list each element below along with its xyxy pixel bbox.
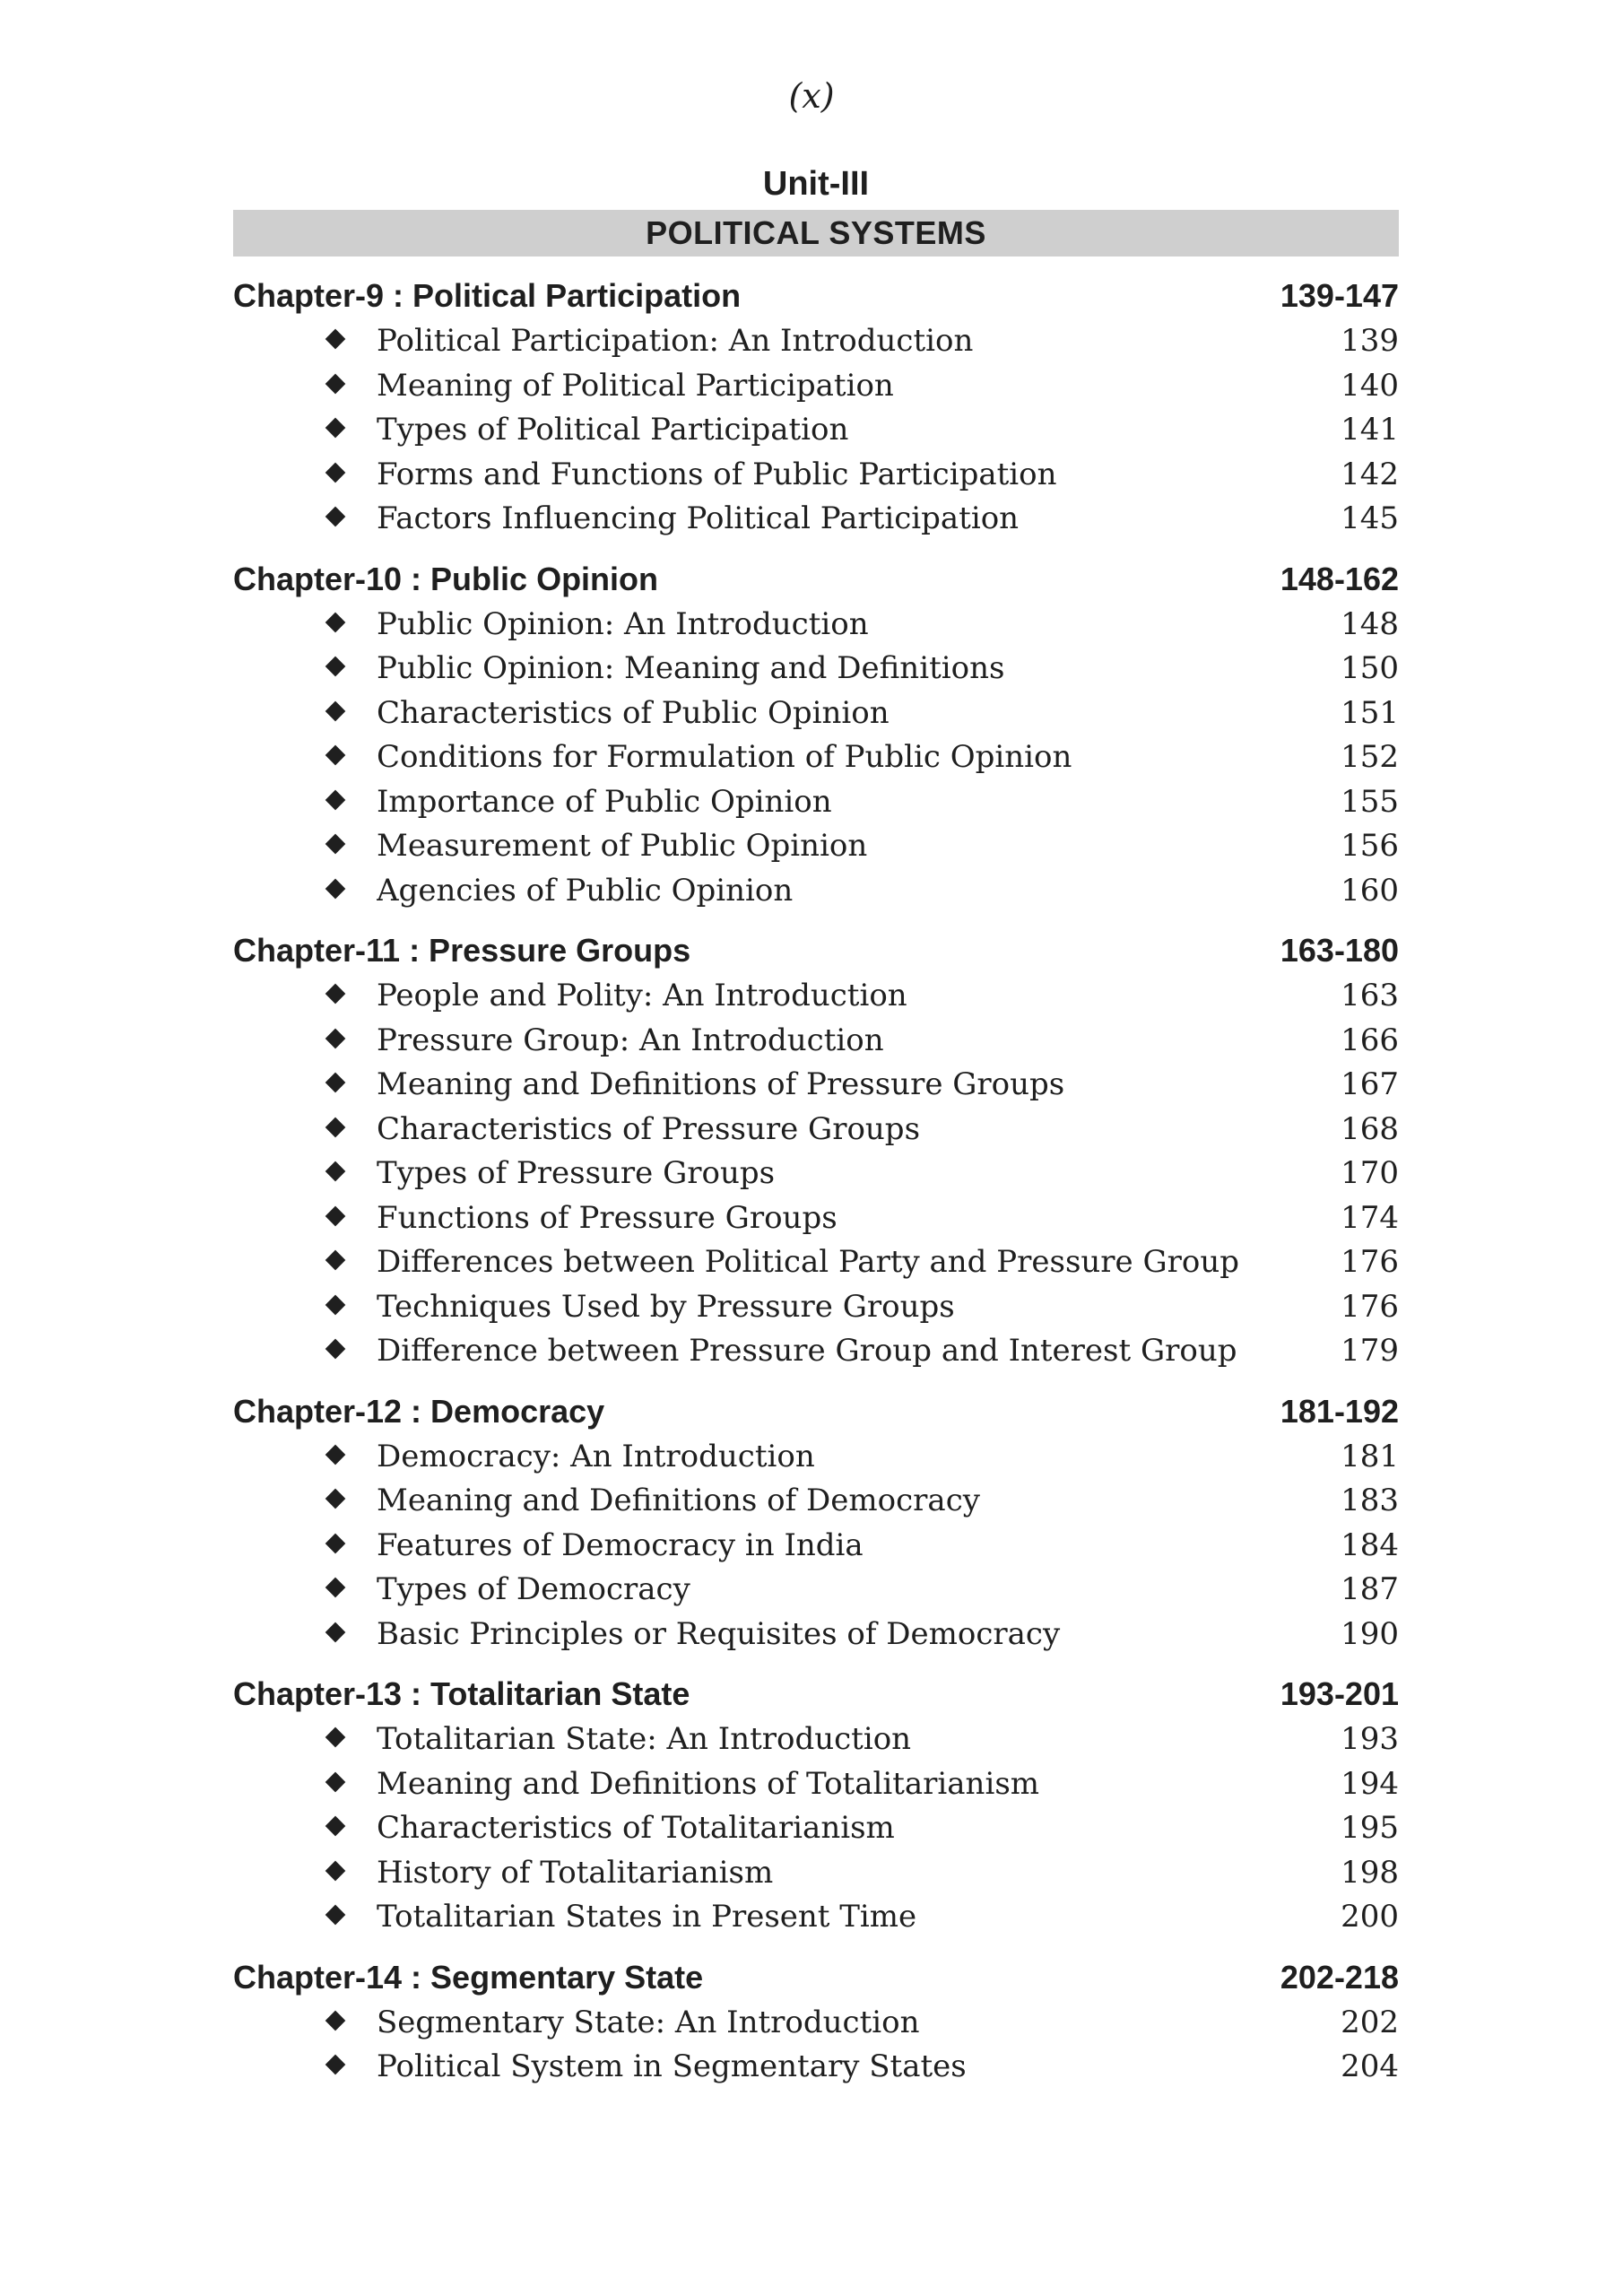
topic-page-number: 174 xyxy=(1341,1199,1399,1236)
topic-title: Measurement of Public Opinion xyxy=(377,828,868,864)
topic-entry xyxy=(233,1019,1399,1064)
diamond-bullet-icon xyxy=(233,780,377,825)
topic-entry xyxy=(233,408,1399,453)
chapter-section xyxy=(233,556,1399,914)
topic-page-number: 142 xyxy=(1341,456,1399,492)
topic-entry xyxy=(233,824,1399,869)
topic-title: Factors Influencing Political Participation xyxy=(377,500,1020,536)
chapter-heading xyxy=(233,1954,1399,2001)
topic-title: Features of Democracy in India xyxy=(377,1526,864,1563)
topic-page-number: 155 xyxy=(1341,783,1399,820)
topic-title: Meaning and Definitions of Totalitarianism xyxy=(377,1765,1040,1802)
diamond-bullet-icon xyxy=(233,408,377,453)
topic-page-number: 195 xyxy=(1341,1810,1399,1846)
topic-title: Difference between Pressure Group and Interest Group xyxy=(377,1333,1237,1369)
topic-page-number: 183 xyxy=(1341,1483,1399,1518)
topic-entry xyxy=(233,647,1399,691)
topic-entry xyxy=(233,1806,1399,1851)
diamond-bullet-icon xyxy=(233,2045,377,2090)
topic-page-number: 200 xyxy=(1341,1899,1399,1935)
topic-title: Meaning and Definitions of Pressure Groups xyxy=(377,1066,1065,1102)
topic-entry xyxy=(233,1435,1399,1480)
topic-title: Totalitarian States in Present Time xyxy=(377,1899,917,1935)
topic-page-number: 187 xyxy=(1341,1571,1399,1607)
topic-title: Techniques Used by Pressure Groups xyxy=(377,1288,955,1325)
topic-entry xyxy=(233,735,1399,780)
diamond-bullet-icon xyxy=(233,824,377,869)
topic-title: Totalitarian State: An Introduction xyxy=(377,1721,912,1757)
topic-title: Public Opinion: Meaning and Definitions xyxy=(377,650,1005,686)
topic-page-number: 160 xyxy=(1341,872,1399,909)
diamond-bullet-icon xyxy=(233,735,377,780)
topic-page-number: 152 xyxy=(1341,739,1399,775)
diamond-bullet-icon xyxy=(233,1613,377,1657)
chapter-topic-list xyxy=(233,2001,1399,2090)
topic-page-number: 148 xyxy=(1341,605,1399,642)
topic-title: Pressure Group: An Introduction xyxy=(377,1022,884,1058)
topic-title: Functions of Pressure Groups xyxy=(377,1199,838,1236)
topic-entry xyxy=(233,603,1399,648)
diamond-bullet-icon xyxy=(233,691,377,736)
chapter-section xyxy=(233,273,1399,542)
diamond-bullet-icon xyxy=(233,1108,377,1152)
chapter-heading xyxy=(233,556,1399,603)
chapter-title: Chapter-9 : Political Participation xyxy=(233,277,742,314)
chapter-heading xyxy=(233,1388,1399,1435)
unit-label: Unit-III xyxy=(762,165,870,203)
topic-title: Meaning of Political Participation xyxy=(377,367,894,404)
topic-page-number: 163 xyxy=(1341,978,1399,1013)
chapter-section xyxy=(233,1954,1399,2090)
topic-entry xyxy=(233,319,1399,364)
topic-title: Types of Political Participation xyxy=(377,412,849,448)
topic-page-number: 140 xyxy=(1341,367,1399,404)
topic-entry xyxy=(233,1063,1399,1108)
topic-entry xyxy=(233,2045,1399,2090)
topic-page-number: 202 xyxy=(1341,2004,1399,2040)
diamond-bullet-icon xyxy=(233,603,377,648)
diamond-bullet-icon xyxy=(233,453,377,498)
diamond-bullet-icon xyxy=(233,1718,377,1762)
chapter-topic-list xyxy=(233,319,1399,542)
topic-entry xyxy=(233,780,1399,825)
diamond-bullet-icon xyxy=(233,1285,377,1330)
topic-page-number: 176 xyxy=(1341,1288,1399,1325)
chapter-page-range: 163-180 xyxy=(1280,932,1399,969)
diamond-bullet-icon xyxy=(233,974,377,1019)
topic-entry xyxy=(233,1152,1399,1196)
topic-entry xyxy=(233,974,1399,1019)
unit-title-banner: POLITICAL SYSTEMS xyxy=(233,210,1399,257)
topic-page-number: 141 xyxy=(1341,412,1399,448)
topic-entry xyxy=(233,1718,1399,1762)
diamond-bullet-icon xyxy=(233,869,377,914)
topic-title: Conditions for Formulation of Public Opinion xyxy=(377,739,1072,775)
diamond-bullet-icon xyxy=(233,1063,377,1108)
topic-title: Characteristics of Totalitarianism xyxy=(377,1810,895,1846)
topic-title: Basic Principles or Requisites of Democracy xyxy=(377,1615,1061,1652)
chapter-page-range: 139-147 xyxy=(1280,277,1399,314)
chapter-section xyxy=(233,1388,1399,1657)
diamond-bullet-icon xyxy=(233,1329,377,1374)
chapter-section xyxy=(233,927,1399,1374)
topic-title: Importance of Public Opinion xyxy=(377,783,832,820)
topic-entry xyxy=(233,691,1399,736)
topic-entry xyxy=(233,1851,1399,1896)
diamond-bullet-icon xyxy=(233,1895,377,1940)
topic-title: Forms and Functions of Public Participation xyxy=(377,456,1057,492)
diamond-bullet-icon xyxy=(233,364,377,409)
chapter-title: Chapter-10 : Public Opinion xyxy=(233,560,659,597)
topic-entry xyxy=(233,1329,1399,1374)
topic-title: Meaning and Definitions of Democracy xyxy=(377,1483,980,1518)
chapter-page-range: 193-201 xyxy=(1280,1675,1399,1712)
diamond-bullet-icon xyxy=(233,1851,377,1896)
diamond-bullet-icon xyxy=(233,1152,377,1196)
topic-title: History of Totalitarianism xyxy=(377,1854,774,1891)
topic-entry xyxy=(233,869,1399,914)
diamond-bullet-icon xyxy=(233,1479,377,1524)
chapter-heading xyxy=(233,273,1399,319)
diamond-bullet-icon xyxy=(233,2001,377,2046)
topic-entry xyxy=(233,1613,1399,1657)
diamond-bullet-icon xyxy=(233,1196,377,1241)
topic-page-number: 181 xyxy=(1341,1438,1399,1474)
diamond-bullet-icon xyxy=(233,1568,377,1613)
diamond-bullet-icon xyxy=(233,1806,377,1851)
topic-page-number: 198 xyxy=(1341,1854,1399,1891)
topic-entry xyxy=(233,1285,1399,1330)
topic-page-number: 145 xyxy=(1341,500,1399,536)
topic-page-number: 204 xyxy=(1341,2048,1399,2084)
topic-title: People and Polity: An Introduction xyxy=(377,978,907,1013)
topic-page-number: 179 xyxy=(1341,1333,1399,1369)
topic-page-number: 167 xyxy=(1341,1066,1399,1102)
diamond-bullet-icon xyxy=(233,319,377,364)
topic-page-number: 190 xyxy=(1341,1615,1399,1652)
topic-page-number: 139 xyxy=(1341,323,1399,359)
topic-page-number: 151 xyxy=(1341,694,1399,731)
topic-entry xyxy=(233,1524,1399,1569)
topic-title: Differences between Political Party and Pressure Group xyxy=(377,1244,1240,1280)
table-of-contents xyxy=(233,273,1399,2104)
topic-title: Segmentary State: An Introduction xyxy=(377,2004,920,2040)
topic-entry xyxy=(233,1895,1399,1940)
topic-entry xyxy=(233,1108,1399,1152)
topic-title: Public Opinion: An Introduction xyxy=(377,605,869,642)
topic-entry xyxy=(233,1196,1399,1241)
chapter-heading xyxy=(233,1671,1399,1718)
chapter-title: Chapter-13 : Totalitarian State xyxy=(233,1675,690,1712)
chapter-topic-list xyxy=(233,1718,1399,1940)
topic-title: Agencies of Public Opinion xyxy=(377,872,794,909)
page-number: (x) xyxy=(788,76,835,116)
topic-title: Characteristics of Public Opinion xyxy=(377,694,890,731)
topic-entry xyxy=(233,2001,1399,2046)
diamond-bullet-icon xyxy=(233,1019,377,1064)
topic-page-number: 194 xyxy=(1341,1765,1399,1802)
diamond-bullet-icon xyxy=(233,1240,377,1285)
topic-page-number: 176 xyxy=(1341,1244,1399,1280)
topic-entry xyxy=(233,1762,1399,1807)
chapter-page-range: 202-218 xyxy=(1280,1958,1399,1996)
topic-title: Characteristics of Pressure Groups xyxy=(377,1110,921,1147)
topic-title: Democracy: An Introduction xyxy=(377,1438,815,1474)
topic-page-number: 150 xyxy=(1341,650,1399,686)
chapter-heading xyxy=(233,927,1399,974)
diamond-bullet-icon xyxy=(233,1435,377,1480)
topic-title: Types of Pressure Groups xyxy=(377,1155,776,1191)
chapter-title: Chapter-11 : Pressure Groups xyxy=(233,932,691,969)
diamond-bullet-icon xyxy=(233,1524,377,1569)
topic-page-number: 156 xyxy=(1341,828,1399,864)
topic-entry xyxy=(233,1479,1399,1524)
diamond-bullet-icon xyxy=(233,1762,377,1807)
topic-entry xyxy=(233,364,1399,409)
topic-title: Political Participation: An Introduction xyxy=(377,323,974,359)
diamond-bullet-icon xyxy=(233,497,377,542)
chapter-page-range: 148-162 xyxy=(1280,560,1399,597)
diamond-bullet-icon xyxy=(233,647,377,691)
topic-entry xyxy=(233,1568,1399,1613)
topic-entry xyxy=(233,453,1399,498)
topic-title: Types of Democracy xyxy=(377,1571,690,1607)
topic-page-number: 193 xyxy=(1341,1721,1399,1757)
chapter-topic-list xyxy=(233,1435,1399,1657)
topic-page-number: 168 xyxy=(1341,1110,1399,1147)
topic-entry xyxy=(233,497,1399,542)
chapter-topic-list xyxy=(233,603,1399,914)
topic-page-number: 184 xyxy=(1341,1526,1399,1563)
chapter-title: Chapter-12 : Democracy xyxy=(233,1392,605,1430)
chapter-section xyxy=(233,1671,1399,1940)
topic-entry xyxy=(233,1240,1399,1285)
topic-page-number: 170 xyxy=(1341,1155,1399,1191)
topic-page-number: 166 xyxy=(1341,1022,1399,1058)
chapter-topic-list xyxy=(233,974,1399,1374)
chapter-title: Chapter-14 : Segmentary State xyxy=(233,1958,704,1996)
topic-title: Political System in Segmentary States xyxy=(377,2048,967,2084)
chapter-page-range: 181-192 xyxy=(1280,1392,1399,1430)
